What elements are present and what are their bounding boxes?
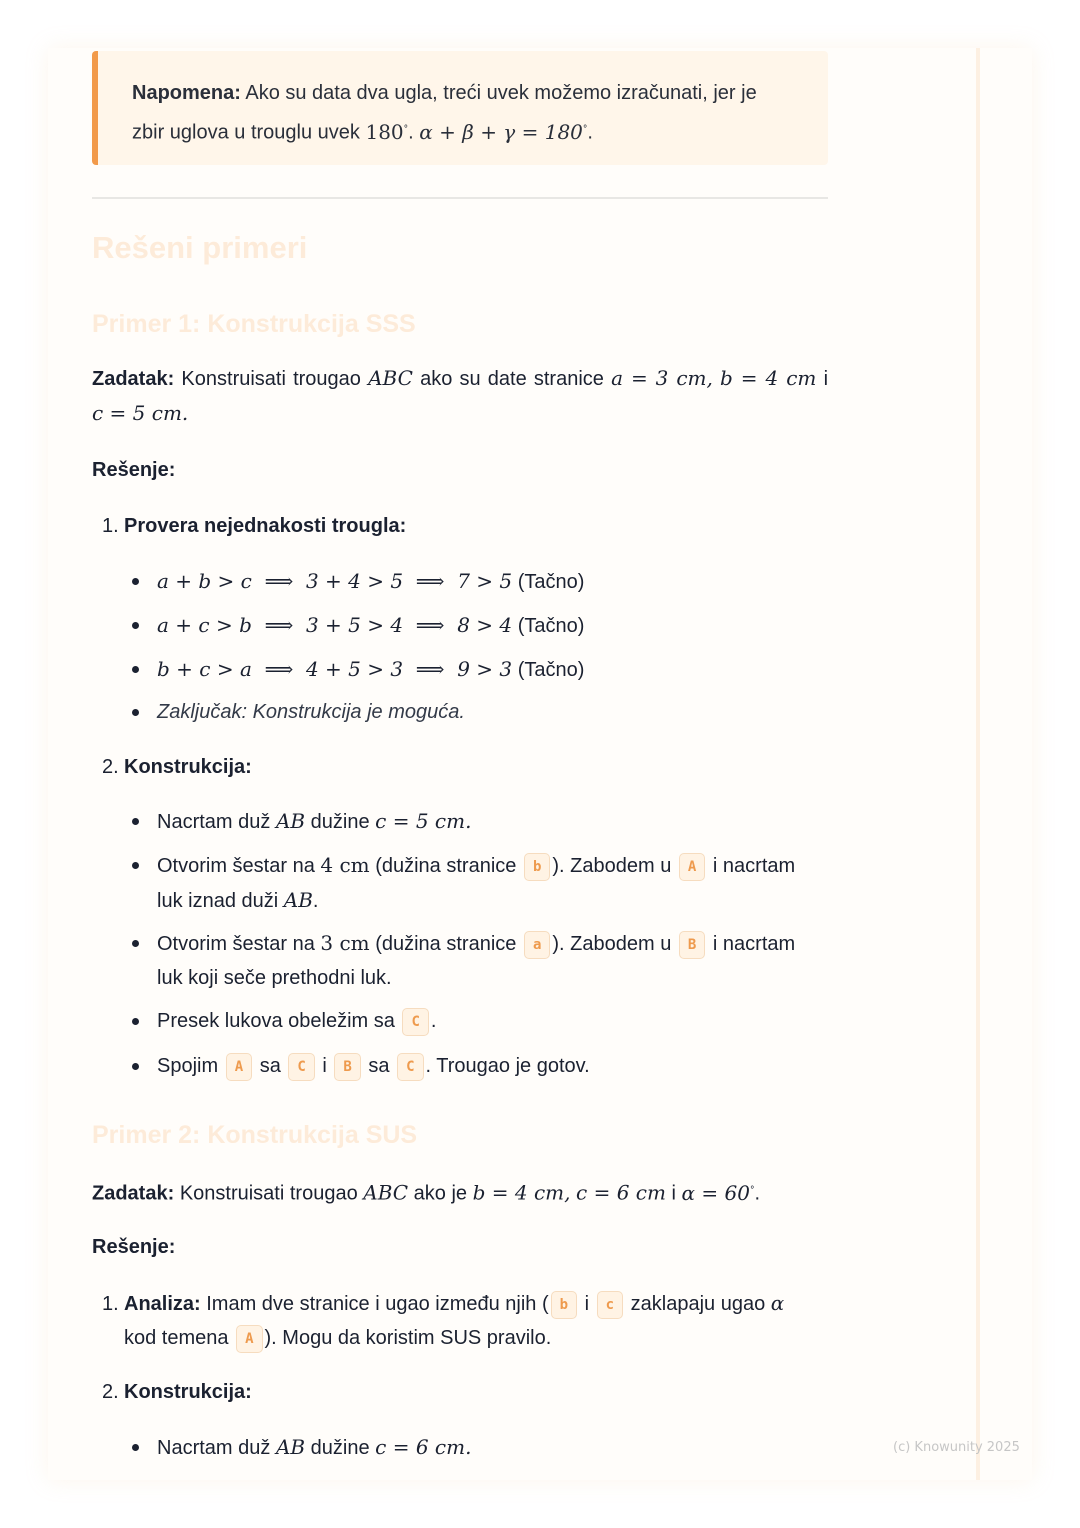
copyright-footer: (c) Knowunity 2025 [893,1440,1020,1455]
page-edge-line [976,48,980,1480]
code-A: A [679,853,705,881]
code-B: B [334,1053,360,1081]
note-degree-180: 180° [365,119,409,144]
example1-task: Zadatak: Konstruisati trougao ABC ako su date stranice a = 3 cm, b = 4 cm i [92,366,829,390]
note-text-2: zbir uglova u trouglu uvek [132,121,360,144]
note-callout [92,51,828,165]
note-text-1: Ako su data dva ugla, treći uvek možemo izračunati, jer je [245,82,757,104]
divider [92,197,828,199]
note-separator: . [408,121,414,144]
example1-task-cont: c = 5 cm. [92,401,189,425]
code-a: a [524,931,550,959]
conclusion-item: Zaključak: Konstrukcija je moguća. [157,695,827,729]
example1-task-label: Zadatak: [92,368,175,390]
code-b: b [524,853,550,881]
code-c: c [597,1291,623,1319]
code-B: B [679,931,705,959]
construct-item-5: Spojim A sa C i B sa C . Trougao je gotov. [157,1049,827,1083]
example1-step2: 2. Konstrukcija: [102,756,252,778]
note-formula: α + β + γ = 180° [419,119,588,144]
code-C: C [288,1053,314,1081]
check-item-1: a + b > c ⟹ 3 + 4 > 5 ⟹ 7 > 5 (Tačno) [157,564,827,599]
check-item-3: b + c > a ⟹ 4 + 5 > 3 ⟹ 9 > 3 (Tačno) [157,652,827,687]
construct-item-2: Otvorim šestar na 4 cm (dužina stranice b ). Zabodem u A i nacrtam luk iznad duži AB. [157,848,827,918]
construct-item-4: Presek lukova obeležim sa C . [157,1004,827,1038]
example2-task-label: Zadatak: [92,1182,175,1205]
code-A: A [226,1053,252,1081]
code-C: C [402,1008,428,1036]
example1-title: Primer 1: Konstrukcija SSS [92,310,416,338]
code-A: A [236,1325,262,1353]
example2-construct-item-1: Nacrtam duž AB dužine c = 6 cm. [157,1430,827,1465]
example2-title: Primer 2: Konstrukcija SUS [92,1121,418,1149]
example1-step1: 1. Provera nejednakosti trougla: [102,515,407,537]
code-b: b [551,1291,577,1319]
example1-solution-label: Rešenje: [92,459,176,481]
note-end: . [587,121,593,144]
construct-item-3: Otvorim šestar na 3 cm (dužina stranice a ). Zabodem u B i nacrtam luk koji seče prethodni luk. [157,926,827,995]
heading-solved-examples: Rešeni primeri [92,230,308,265]
note-label: Napomena: [132,82,241,104]
example2-step1: 1. Analiza: Imam dve stranice i ugao između njih ( b i c zaklapaju ugao α kod temena A ). Mogu da koristim SUS pravilo. [102,1286,828,1355]
construct-item-1: Nacrtam duž AB dužine c = 5 cm. [157,804,827,839]
check-item-2: a + c > b ⟹ 3 + 5 > 4 ⟹ 8 > 4 (Tačno) [157,608,827,643]
example2-task: Zadatak: Konstruisati trougao ABC ako je b = 4 cm, c = 6 cm i α = 60°. [92,1180,761,1205]
example2-step2: 2. Konstrukcija: [102,1381,252,1403]
code-C: C [397,1053,423,1081]
example2-solution-label: Rešenje: [92,1236,176,1258]
